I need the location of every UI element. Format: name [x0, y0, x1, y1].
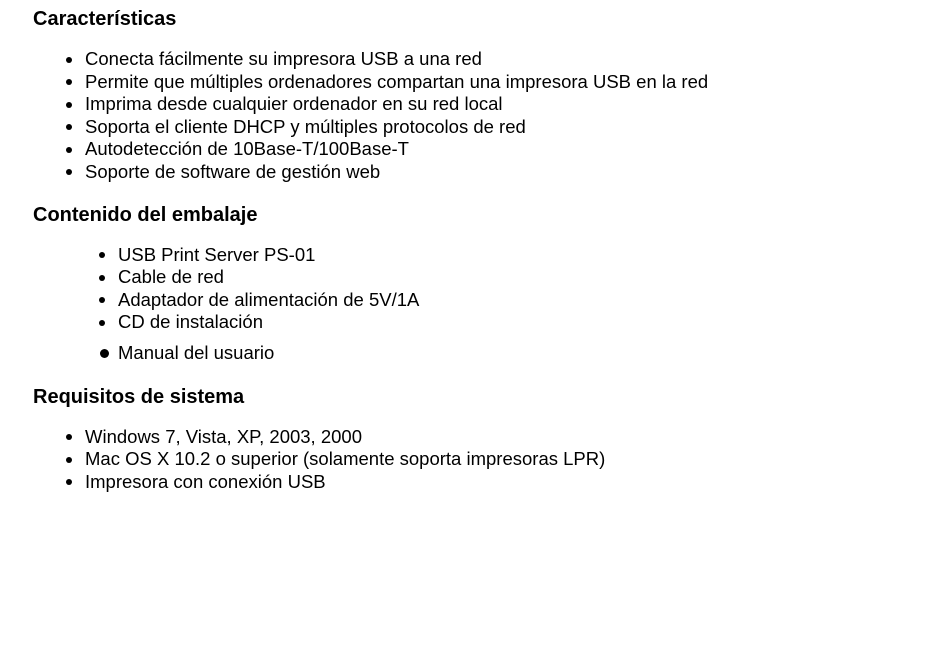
list-item: Autodetección de 10Base-T/100Base-T [85, 138, 933, 161]
list-item: Soporte de software de gestión web [85, 161, 933, 184]
system-requirements-heading: Requisitos de sistema [33, 385, 245, 408]
list-item: CD de instalación [118, 311, 933, 334]
list-item: Cable de red [118, 266, 933, 289]
features-list [33, 48, 933, 184]
list-item: Soporta el cliente DHCP y múltiples protocolos de red [85, 116, 933, 139]
features-heading: Características [33, 8, 177, 30]
list-item: Impresora con conexión USB [85, 471, 933, 494]
list-item: Imprima desde cualquier ordenador en su red local [85, 93, 933, 116]
package-contents-heading: Contenido del embalaje [33, 203, 258, 226]
document-page [33, 0, 933, 493]
list-item: Manual del usuario [118, 342, 933, 365]
list-item: USB Print Server PS-01 [118, 244, 933, 267]
list-item: Windows 7, Vista, XP, 2003, 2000 [85, 426, 933, 449]
list-item: Mac OS X 10.2 o superior (solamente soporta impresoras LPR) [85, 448, 933, 471]
package-contents-list [33, 244, 933, 365]
system-requirements-list [33, 426, 933, 494]
list-item: Adaptador de alimentación de 5V/1A [118, 289, 933, 312]
list-item: Conecta fácilmente su impresora USB a una red [85, 48, 933, 71]
list-item: Permite que múltiples ordenadores compartan una impresora USB en la red [85, 71, 933, 94]
